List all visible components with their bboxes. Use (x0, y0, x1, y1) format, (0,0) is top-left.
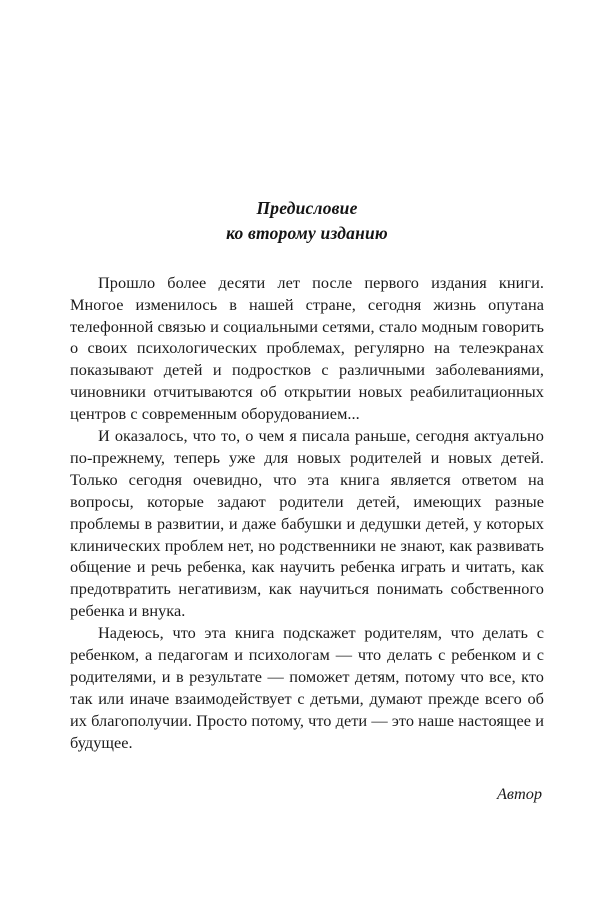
section-heading-line-2: ко второму изданию (226, 222, 388, 243)
paragraph: Надеюсь, что эта книга подскажет родителям, что делать с ребенком, а педагогам и психологам — что делать с ребенком и с родителями, и в результате — поможет детям, потому что все, кто так или иначе взаимодействует с детьми, думают прежде всего об их благополучии. Просто потому, что дети — это наше настоящее и будущее. (70, 623, 544, 752)
section-heading-line-1: Предисловие (256, 198, 358, 218)
paragraph: Прошло более десяти лет после первого издания книги. Многое изменилось в нашей стране, сегодня жизнь опутана телефонной связью и социальными сетями, стало модным говорить о своих психологических проблемах, регулярно на телеэкранах показывают детей и подростков с различными заболеваниями, чиновники отчитываются об открытии новых реабилитационных центров с современным оборудованием... (70, 272, 544, 424)
signature: Автор (496, 783, 542, 803)
paragraph: И оказалось, что то, о чем я писала раньше, сегодня актуально по-прежнему, теперь уже для новых родителей и новых детей. Только сегодня очевидно, что эта книга является ответом на вопросы, которые задают родители детей, имеющих разные проблемы в развитии, и даже бабушки и дедушки детей, у которых клинических проблем нет, но родственники не знают, как развивать общение и речь ребенка, как научить ребенка играть и читать, как предотвратить негативизм, как научиться понимать собственного ребенка и внука. (70, 426, 544, 621)
text-column (70, 196, 544, 804)
section-heading (70, 196, 544, 246)
body-text (70, 272, 544, 754)
